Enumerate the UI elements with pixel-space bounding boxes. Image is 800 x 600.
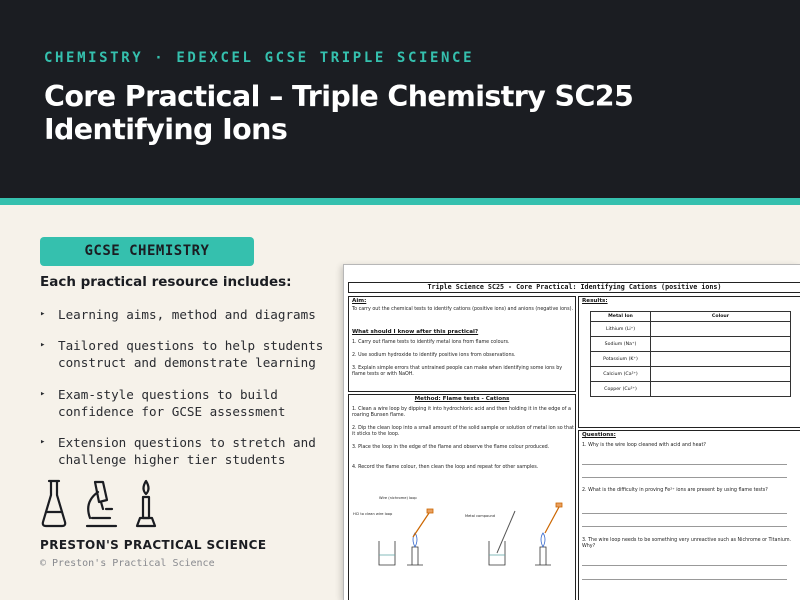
brand-name: PRESTON'S PRACTICAL SCIENCE bbox=[40, 538, 267, 552]
metal-ion-cell: Sodium (Na⁺) bbox=[591, 337, 651, 352]
colour-cell bbox=[651, 352, 791, 367]
flame-test-diagram bbox=[349, 491, 579, 569]
method-step: 3. Place the loop in the edge of the flame and observe the flame colour produced. bbox=[352, 445, 550, 450]
question-text: 1. Why is the wire loop cleaned with acid and heat? bbox=[582, 443, 706, 448]
know-item: 3. Explain simple errors that untrained people can make when identifying some ions by flame tests or with NaOH. bbox=[352, 366, 563, 378]
table-row bbox=[591, 367, 791, 382]
answer-line bbox=[582, 565, 787, 566]
feature-text: Exam-style questions to build confidence for GCSE assessment bbox=[58, 387, 286, 419]
feature-text: Extension questions to stretch and challenge higher tier students bbox=[58, 435, 316, 467]
worksheet-preview bbox=[343, 264, 800, 600]
method-box bbox=[348, 394, 576, 600]
method-step: 2. Dip the clean loop into a small amount of the solid sample or solution of metal ion so that it sticks to the loop. bbox=[352, 426, 574, 438]
science-icons bbox=[40, 478, 170, 530]
results-label: Results: bbox=[582, 298, 608, 304]
title-line-1: Core Practical – Triple Chemistry SC25 bbox=[44, 80, 634, 113]
metal-ion-cell: Lithium (Li⁺) bbox=[591, 322, 651, 337]
worksheet-title: Triple Science SC25 - Core Practical: Identifying Cations (positive ions) bbox=[348, 282, 800, 293]
metal-ion-cell: Calcium (Ca²⁺) bbox=[591, 367, 651, 382]
answer-line bbox=[582, 464, 787, 465]
conical-flask-icon bbox=[43, 481, 65, 526]
metal-ion-cell: Copper (Cu²⁺) bbox=[591, 382, 651, 397]
page-title bbox=[44, 80, 784, 146]
aim-label: Aim: bbox=[352, 298, 367, 304]
table-row bbox=[591, 337, 791, 352]
colour-cell bbox=[651, 382, 791, 397]
know-item: 1. Carry out flame tests to identify metal ions from flame colours. bbox=[352, 340, 510, 345]
subject-eyebrow: CHEMISTRY · EDEXCEL GCSE TRIPLE SCIENCE bbox=[44, 50, 475, 66]
method-step: 4. Record the flame colour, then clean the loop and repeat for other samples. bbox=[352, 465, 539, 470]
table-row bbox=[591, 382, 791, 397]
title-line-2: Identifying Ions bbox=[44, 113, 288, 146]
copyright-notice: © Preston's Practical Science bbox=[40, 558, 215, 569]
answer-line bbox=[582, 526, 787, 527]
metal-ion-cell: Potassium (K⁺) bbox=[591, 352, 651, 367]
questions-label: Questions: bbox=[582, 432, 616, 438]
gcse-chemistry-badge: GCSE CHEMISTRY bbox=[40, 237, 254, 266]
know-heading: What should I know after this practical? bbox=[352, 329, 479, 335]
answer-line bbox=[582, 477, 787, 478]
bullet-marker: ▸ bbox=[40, 309, 46, 319]
results-box bbox=[578, 296, 800, 428]
feature-text: Learning aims, method and diagrams bbox=[58, 307, 316, 322]
bunsen-icon bbox=[535, 547, 551, 565]
colour-cell bbox=[651, 337, 791, 352]
bunsen-icon bbox=[407, 547, 423, 565]
colour-cell bbox=[651, 367, 791, 382]
feature-text: Tailored questions to help students construct and demonstrate learning bbox=[58, 338, 324, 370]
table-row bbox=[591, 322, 791, 337]
diagram-label: Metal compound bbox=[465, 514, 496, 518]
bullet-marker: ▸ bbox=[40, 437, 46, 447]
microscope-icon bbox=[87, 482, 116, 526]
bunsen-burner-icon bbox=[137, 481, 155, 526]
diagram-label: HCl to clean wire loop bbox=[353, 512, 393, 516]
colour-cell bbox=[651, 322, 791, 337]
feature-item bbox=[40, 306, 340, 323]
feature-item bbox=[40, 434, 340, 468]
bullet-marker: ▸ bbox=[40, 340, 46, 350]
know-item: 2. Use sodium hydroxide to identify positive ions from observations. bbox=[352, 353, 516, 358]
answer-line bbox=[582, 579, 787, 580]
question-text: 3. The wire loop needs to be something very unreactive such as Nichrome or Titanium. Why? bbox=[582, 538, 792, 550]
beaker-icon bbox=[379, 541, 395, 565]
bullet-marker: ▸ bbox=[40, 389, 46, 399]
column-header: Metal Ion bbox=[591, 312, 651, 322]
includes-heading: Each practical resource includes: bbox=[40, 274, 292, 290]
table-header-row bbox=[591, 312, 791, 322]
aim-text: To carry out the chemical tests to identify cations (positive ions) and anions (negative ions). bbox=[352, 307, 573, 312]
table-row bbox=[591, 352, 791, 367]
column-header: Colour bbox=[651, 312, 791, 322]
method-heading: Method: Flame tests - Cations bbox=[414, 396, 510, 402]
questions-box bbox=[578, 430, 800, 600]
diagram-label: Wire (nichrome) loop bbox=[379, 496, 417, 500]
results-table bbox=[590, 311, 791, 397]
aim-box bbox=[348, 296, 576, 392]
feature-item bbox=[40, 337, 340, 371]
header-banner bbox=[0, 0, 800, 198]
answer-line bbox=[582, 513, 787, 514]
question-text: 2. What is the difficulty in proving Fe²⁺ ions are present by using flame tests? bbox=[582, 488, 768, 493]
feature-item bbox=[40, 386, 340, 420]
method-step: 1. Clean a wire loop by dipping it into hydrochloric acid and then holding it in the edge of a roaring Bunsen flame. bbox=[352, 407, 571, 419]
accent-strip bbox=[0, 198, 800, 205]
